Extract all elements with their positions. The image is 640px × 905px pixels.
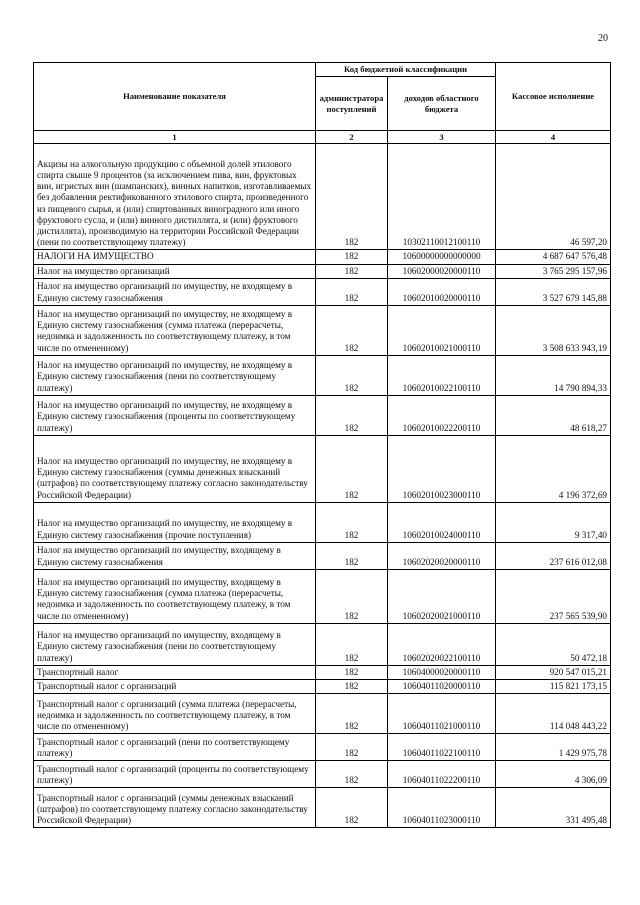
table-row bbox=[34, 250, 611, 264]
row-name: Налог на имущество организаций по имуществу, входящему в Единую систему газоснабжения (пени по соответствующему платежу) bbox=[34, 623, 316, 665]
row-name: Транспортный налог с организаций (суммы денежных взысканий (штрафов) по соответствующему платежу согласно законодательству Российской Федерации) bbox=[34, 788, 316, 828]
table-row bbox=[34, 278, 611, 305]
row-code: 10602010022200110 bbox=[388, 395, 496, 435]
row-name: Транспортный налог с организаций (сумма платежа (перерасчеты, недоимка и задолженность по соответствующему платежу, в том числе по отмененному) bbox=[34, 694, 316, 734]
row-name: Транспортный налог с организаций (проценты по соответствующему платежу) bbox=[34, 761, 316, 788]
row-amount: 331 495,48 bbox=[496, 788, 611, 828]
row-name: Налог на имущество организаций по имуществу, входящему в Единую систему газоснабжения bbox=[34, 542, 316, 569]
row-amount: 46 597,20 bbox=[496, 144, 611, 250]
row-code: 10602020020000110 bbox=[388, 542, 496, 569]
row-code: 10604011023000110 bbox=[388, 788, 496, 828]
row-amount: 1 429 975,78 bbox=[496, 734, 611, 761]
row-admin: 182 bbox=[316, 623, 388, 665]
table-row bbox=[34, 144, 611, 250]
row-amount: 48 618,27 bbox=[496, 395, 611, 435]
table-row bbox=[34, 435, 611, 502]
header-execution: Кассовое исполнение bbox=[496, 63, 611, 131]
row-code: 10602020021000110 bbox=[388, 569, 496, 623]
row-amount: 920 547 015,21 bbox=[496, 665, 611, 679]
table-row bbox=[34, 761, 611, 788]
row-name: Налог на имущество организаций по имуществу, входящему в Единую систему газоснабжения (сумма платежа (перерасчеты, недоимка и задолженность по соответствующему платежу, в том числе по отмененному) bbox=[34, 569, 316, 623]
row-name: Налог на имущество организаций по имуществу, не входящему в Единую систему газоснабжения (суммы денежных взысканий (штрафов) по соответствующему платежу согласно законодательству Российской Федерации) bbox=[34, 435, 316, 502]
row-name: Налог на имущество организаций по имуществу, не входящему в Единую систему газоснабжения bbox=[34, 278, 316, 305]
row-name: Транспортный налог с организаций bbox=[34, 680, 316, 694]
row-admin: 182 bbox=[316, 144, 388, 250]
row-name: Транспортный налог bbox=[34, 665, 316, 679]
row-name: Транспортный налог с организаций (пени по соответствующему платежу) bbox=[34, 734, 316, 761]
row-admin: 182 bbox=[316, 264, 388, 278]
row-code: 10602000020000110 bbox=[388, 264, 496, 278]
row-name: Налог на имущество организаций bbox=[34, 264, 316, 278]
row-admin: 182 bbox=[316, 569, 388, 623]
table-row bbox=[34, 694, 611, 734]
row-code: 10602010024000110 bbox=[388, 502, 496, 542]
column-number: 3 bbox=[388, 131, 496, 144]
row-code: 10602010022100110 bbox=[388, 355, 496, 395]
table-row bbox=[34, 305, 611, 355]
header-income: доходов областного бюджета bbox=[388, 77, 496, 131]
row-code: 10602020022100110 bbox=[388, 623, 496, 665]
row-admin: 182 bbox=[316, 761, 388, 788]
revenue-table bbox=[33, 62, 611, 828]
row-admin: 182 bbox=[316, 435, 388, 502]
row-admin: 182 bbox=[316, 278, 388, 305]
row-name: Налог на имущество организаций по имуществу, не входящему в Единую систему газоснабжения (пени по соответствующему платежу) bbox=[34, 355, 316, 395]
row-code: 10604011021000110 bbox=[388, 694, 496, 734]
row-amount: 3 765 295 157,96 bbox=[496, 264, 611, 278]
row-name: НАЛОГИ НА ИМУЩЕСТВО bbox=[34, 250, 316, 264]
row-admin: 182 bbox=[316, 788, 388, 828]
row-name: Акцизы на алкогольную продукцию с объемной долей этилового спирта свыше 9 процентов (за исключением пива, вин, фруктовых вин, игристых вин (шампанских), винных напитков, изготавливаемых без добавления ректификованного этилового спирта, произведенного из пищевого сырья, и (или) спиртованных виноградного или иного фруктового сусла, и (или) винного дистиллята, и (или) фруктового дистиллята), производимую на территории Российской Федерации (пени по соответствующему платежу) bbox=[34, 144, 316, 250]
row-amount: 237 616 012,08 bbox=[496, 542, 611, 569]
row-amount: 4 196 372,69 bbox=[496, 435, 611, 502]
row-code: 10602010023000110 bbox=[388, 435, 496, 502]
row-admin: 182 bbox=[316, 395, 388, 435]
row-admin: 182 bbox=[316, 355, 388, 395]
row-name: Налог на имущество организаций по имуществу, не входящему в Единую систему газоснабжения (сумма платежа (перерасчеты, недоимка и задолженность по соответствующему платежу, в том числе по отмененному) bbox=[34, 305, 316, 355]
table-row bbox=[34, 569, 611, 623]
table-row bbox=[34, 542, 611, 569]
table-row bbox=[34, 355, 611, 395]
row-admin: 182 bbox=[316, 305, 388, 355]
header-name: Наименование показателя bbox=[34, 63, 316, 131]
table-row bbox=[34, 788, 611, 828]
header-budget-code: Код бюджетной классификации bbox=[316, 63, 496, 77]
row-amount: 3 508 633 943,19 bbox=[496, 305, 611, 355]
row-amount: 9 317,40 bbox=[496, 502, 611, 542]
row-admin: 182 bbox=[316, 734, 388, 761]
row-code: 10602010021000110 bbox=[388, 305, 496, 355]
page-number: 20 bbox=[598, 33, 608, 44]
row-amount: 3 527 679 145,88 bbox=[496, 278, 611, 305]
row-amount: 115 821 173,15 bbox=[496, 680, 611, 694]
table-row bbox=[34, 502, 611, 542]
column-number: 2 bbox=[316, 131, 388, 144]
table-row bbox=[34, 395, 611, 435]
row-code: 10302110012100110 bbox=[388, 144, 496, 250]
row-amount: 237 565 539,90 bbox=[496, 569, 611, 623]
table-row bbox=[34, 680, 611, 694]
row-code: 10604000020000110 bbox=[388, 665, 496, 679]
row-admin: 182 bbox=[316, 502, 388, 542]
row-admin: 182 bbox=[316, 694, 388, 734]
row-code: 10602010020000110 bbox=[388, 278, 496, 305]
header-admin: администратора поступлений bbox=[316, 77, 388, 131]
row-name: Налог на имущество организаций по имуществу, не входящему в Единую систему газоснабжения (проценты по соответствующему платежу) bbox=[34, 395, 316, 435]
row-code: 10604011022100110 bbox=[388, 734, 496, 761]
row-amount: 50 472,18 bbox=[496, 623, 611, 665]
row-name: Налог на имущество организаций по имуществу, не входящему в Единую систему газоснабжения (прочие поступления) bbox=[34, 502, 316, 542]
row-code: 10604011022200110 bbox=[388, 761, 496, 788]
column-number: 4 bbox=[496, 131, 611, 144]
table-row bbox=[34, 623, 611, 665]
table-row bbox=[34, 665, 611, 679]
row-amount: 114 048 443,22 bbox=[496, 694, 611, 734]
column-number: 1 bbox=[34, 131, 316, 144]
table-row bbox=[34, 264, 611, 278]
row-amount: 14 790 894,33 bbox=[496, 355, 611, 395]
row-admin: 182 bbox=[316, 680, 388, 694]
row-code: 10600000000000000 bbox=[388, 250, 496, 264]
row-amount: 4 306,09 bbox=[496, 761, 611, 788]
row-admin: 182 bbox=[316, 250, 388, 264]
row-amount: 4 687 647 576,48 bbox=[496, 250, 611, 264]
row-admin: 182 bbox=[316, 665, 388, 679]
row-code: 10604011020000110 bbox=[388, 680, 496, 694]
row-admin: 182 bbox=[316, 542, 388, 569]
table-row bbox=[34, 734, 611, 761]
